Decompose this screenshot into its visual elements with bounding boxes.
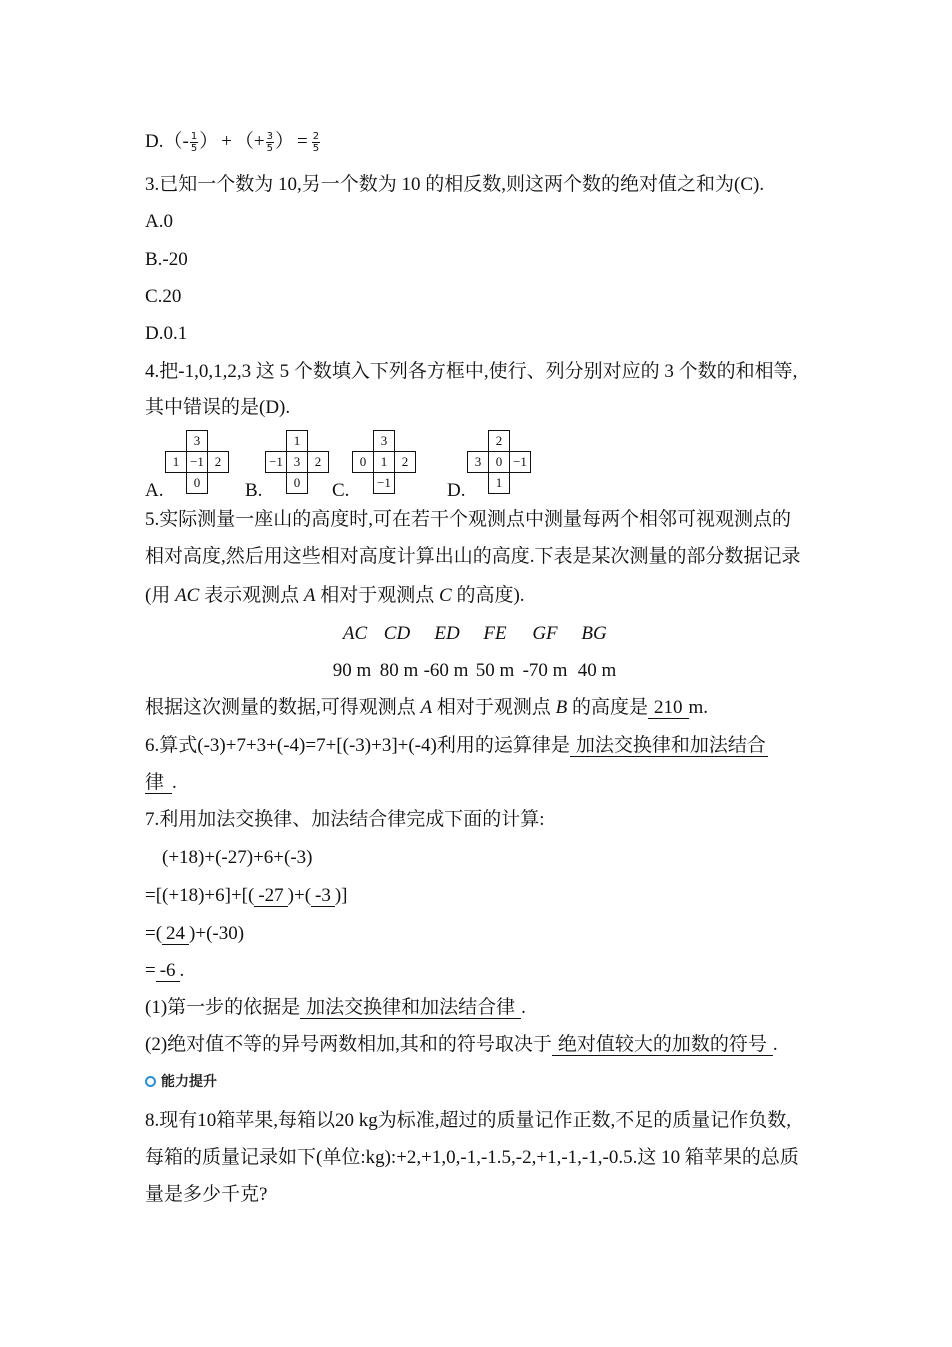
q4-choice-b-cross	[265, 430, 329, 494]
text-segment: 根据这次测量的数据,可得观测点	[145, 697, 421, 718]
fraction-1	[190, 131, 198, 154]
table-cell: -70 m	[522, 660, 568, 681]
period: .	[179, 960, 185, 981]
text-segment: 的高度).	[451, 585, 525, 606]
q7-sub2	[145, 1033, 778, 1057]
denominator: 5	[266, 143, 274, 155]
q6-stem	[145, 734, 768, 758]
table-cell: 50 m	[475, 660, 515, 681]
cross-cell-top: 1	[286, 430, 308, 452]
q8-line1: 8.现有10箱苹果,每箱以20 kg为标准,超过的质量记作正数,不足的质量记作负数,	[145, 1110, 792, 1131]
answer-blank: 加法交换律和加法结合律	[300, 997, 521, 1019]
q5-stem-line2: 相对高度,然后用这些相对高度计算出山的高度.下表是某次测量的部分数据记录	[145, 546, 801, 567]
table-cell: -60 m	[423, 660, 469, 681]
q3-option-d: D.0.1	[145, 323, 188, 344]
q5-answer-line	[145, 696, 708, 720]
denominator: 5	[312, 143, 320, 155]
q7-step1	[145, 884, 348, 908]
q3-option-c: C.20	[145, 286, 182, 307]
question-text: 6.算式(-3)+7+3+(-4)=7+[(-3)+3]+(-4)利用的运算律是	[145, 735, 570, 756]
cross-cell-bottom: −1	[373, 472, 395, 494]
period: .	[521, 997, 526, 1018]
q5-stem-line3	[145, 584, 525, 608]
table-header: CD	[383, 623, 411, 644]
cross-cell-center: 3	[286, 451, 308, 473]
cross-cell-center: −1	[186, 451, 208, 473]
answer-blank: -3	[311, 885, 335, 907]
q4-choice-c-label: C.	[332, 480, 350, 501]
open-paren: （+	[234, 131, 265, 152]
circle-bullet-icon	[145, 1076, 156, 1087]
q4-choice-a-cross	[165, 430, 229, 494]
denominator: 5	[190, 143, 198, 155]
cross-cell-right: 2	[307, 451, 329, 473]
plus-sign: +	[221, 131, 232, 152]
table-header: FE	[483, 623, 507, 644]
unit-suffix: m.	[688, 697, 709, 718]
cross-cell-bottom: 0	[186, 472, 208, 494]
cross-cell-top: 3	[186, 430, 208, 452]
period: .	[172, 772, 177, 793]
text-segment: )+(-30)	[189, 923, 245, 944]
cross-cell-center: 0	[488, 451, 510, 473]
fraction-3	[312, 131, 320, 154]
cross-cell-left: 3	[467, 451, 489, 473]
answer-blank: 加法交换律和加法结合	[570, 735, 768, 757]
q4-stem-line1: 4.把-1,0,1,2,3 这 5 个数填入下列各方框中,使行、列分别对应的 3 个数的和相等,	[145, 361, 798, 382]
italic-variable: B	[555, 697, 568, 718]
q7-step3	[145, 959, 184, 983]
q6-stem-line2	[145, 771, 177, 795]
answer-blank: 210	[648, 697, 689, 719]
open-paren: （-	[163, 131, 189, 152]
cross-cell-right: −1	[509, 451, 531, 473]
q2-option-d	[145, 130, 321, 154]
italic-variable: AC	[175, 585, 200, 606]
answer-blank: -27	[254, 885, 287, 907]
q7-sub1	[145, 996, 526, 1020]
text-segment: =(	[145, 923, 163, 944]
q8-line2: 每箱的质量记录如下(单位:kg):+2,+1,0,-1,-1.5,-2,+1,-1,-1,-0.5.这 10 箱苹果的总质	[145, 1147, 799, 1168]
table-header: BG	[581, 623, 607, 644]
section-header	[145, 1071, 217, 1091]
text-segment: 相对于观测点	[432, 697, 556, 718]
section-title: 能力提升	[161, 1074, 217, 1090]
close-paren: ）	[199, 131, 219, 152]
numerator: 3	[266, 131, 274, 143]
q3-option-b: B.-20	[145, 249, 188, 270]
numerator: 1	[190, 131, 198, 143]
q3-stem: 3.已知一个数为 10,另一个数为 10 的相反数,则这两个数的绝对值之和为(C).	[145, 174, 765, 195]
table-header: GF	[532, 623, 558, 644]
q8-line3: 量是多少千克?	[145, 1184, 268, 1205]
text-segment: (用	[145, 585, 176, 606]
period: .	[772, 1034, 778, 1055]
italic-variable: A	[420, 697, 433, 718]
text-segment: )]	[334, 885, 348, 906]
cross-cell-top: 3	[373, 430, 395, 452]
fraction-2	[266, 131, 274, 154]
q4-choice-d-label: D.	[447, 480, 466, 501]
text-segment: 相对于观测点	[315, 585, 439, 606]
answer-blank: 绝对值较大的加数的符号	[552, 1034, 773, 1056]
q4-choice-a-label: A.	[145, 480, 164, 501]
q5-stem-line1: 5.实际测量一座山的高度时,可在若干个观测点中测量每两个相邻可视观测点的	[145, 509, 792, 530]
q7-step2	[145, 922, 244, 946]
text-segment: 的高度是	[567, 697, 649, 718]
question-text: (1)第一步的依据是	[145, 997, 301, 1018]
cross-cell-right: 2	[207, 451, 229, 473]
table-cell: 90 m	[332, 660, 372, 681]
equals-sign: =	[297, 131, 308, 152]
cross-cell-bottom: 1	[488, 472, 510, 494]
table-header: ED	[434, 623, 460, 644]
answer-blank: -6	[156, 960, 180, 982]
table-cell: 80 m	[379, 660, 419, 681]
cross-cell-center: 1	[373, 451, 395, 473]
table-cell: 40 m	[577, 660, 617, 681]
text-segment: =[(+18)+6]+[(	[145, 885, 255, 906]
q3-option-a: A.0	[145, 211, 173, 232]
q7-expression: (+18)+(-27)+6+(-3)	[162, 847, 313, 868]
option-label: D.	[145, 131, 164, 152]
q7-stem: 7.利用加法交换律、加法结合律完成下面的计算:	[145, 809, 545, 830]
cross-cell-left: −1	[265, 451, 287, 473]
q4-stem-line2: 其中错误的是(D).	[145, 397, 291, 418]
q4-choice-b-label: B.	[245, 480, 263, 501]
text-segment: 表示观测点	[199, 585, 304, 606]
table-header: AC	[342, 623, 368, 644]
cross-cell-left: 0	[352, 451, 374, 473]
italic-variable: A	[303, 585, 316, 606]
answer-blank: 律	[145, 772, 172, 794]
question-text: (2)绝对值不等的异号两数相加,其和的符号取决于	[145, 1034, 552, 1055]
cross-cell-left: 1	[165, 451, 187, 473]
text-segment: =	[145, 960, 156, 981]
answer-blank: 24	[162, 923, 189, 945]
close-paren: ）	[275, 131, 295, 152]
numerator: 2	[312, 131, 320, 143]
text-segment: )+(	[287, 885, 312, 906]
cross-cell-right: 2	[394, 451, 416, 473]
q4-choice-c-cross	[352, 430, 416, 494]
italic-variable: C	[439, 585, 452, 606]
cross-cell-top: 2	[488, 430, 510, 452]
q4-choice-d-cross	[467, 430, 531, 494]
cross-cell-bottom: 0	[286, 472, 308, 494]
